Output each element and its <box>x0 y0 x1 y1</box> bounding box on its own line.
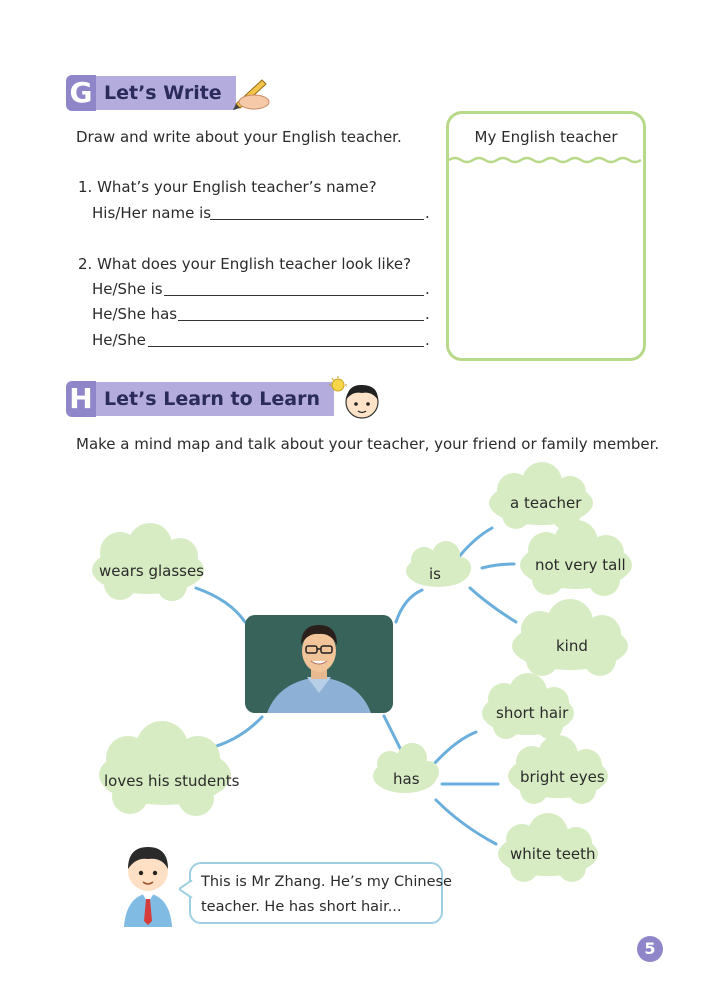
speech-text <box>201 870 452 920</box>
section-g-instruction: Draw and write about your English teacher. <box>76 128 402 146</box>
question-1: 1. What’s your English teacher’s name? <box>78 178 377 196</box>
page-number: 5 <box>637 936 663 962</box>
node-not-very-tall: not very tall <box>535 556 626 574</box>
q1-period: . <box>425 204 430 222</box>
node-kind: kind <box>556 637 588 655</box>
node-wears-glasses: wears glasses <box>99 562 204 580</box>
node-bright-eyes: bright eyes <box>520 768 605 786</box>
speech-bubble <box>189 862 452 924</box>
node-a-teacher: a teacher <box>510 494 582 512</box>
section-g-letter: G <box>66 75 96 111</box>
q2-prompt-has: He/She has <box>92 305 178 323</box>
question-2: 2. What does your English teacher look like? <box>78 255 412 273</box>
cloud-loves-his-students <box>99 721 231 816</box>
teacher-photo <box>245 615 393 713</box>
q2-period-3: . <box>425 331 430 349</box>
section-h-instruction: Make a mind map and talk about your teacher, your friend or family member. <box>76 435 660 453</box>
q2-period-2: . <box>425 305 430 323</box>
student-boy-icon <box>118 837 178 927</box>
speech-line-2: teacher. He has short hair... <box>201 899 402 915</box>
q2-prompt-is: He/She is <box>92 280 163 298</box>
speech-line-1: This is Mr Zhang. He’s my Chinese <box>201 874 452 890</box>
node-loves-his-students: loves his students <box>104 772 240 790</box>
q2-prompt-he-she: He/She <box>92 331 146 349</box>
q2-period-1: . <box>425 280 430 298</box>
drawing-box-title: My English teacher <box>474 128 618 146</box>
section-h-title: Let’s Learn to Learn <box>96 382 334 416</box>
section-h-letter: H <box>66 381 96 417</box>
node-short-hair: short hair <box>496 704 569 722</box>
hub-is: is <box>429 565 441 583</box>
hub-has: has <box>393 770 420 788</box>
section-g-title: Let’s Write <box>96 76 236 110</box>
node-white-teeth: white teeth <box>510 845 596 863</box>
q1-prompt: His/Her name is <box>92 204 212 222</box>
speech-bubble-tail <box>179 880 193 898</box>
